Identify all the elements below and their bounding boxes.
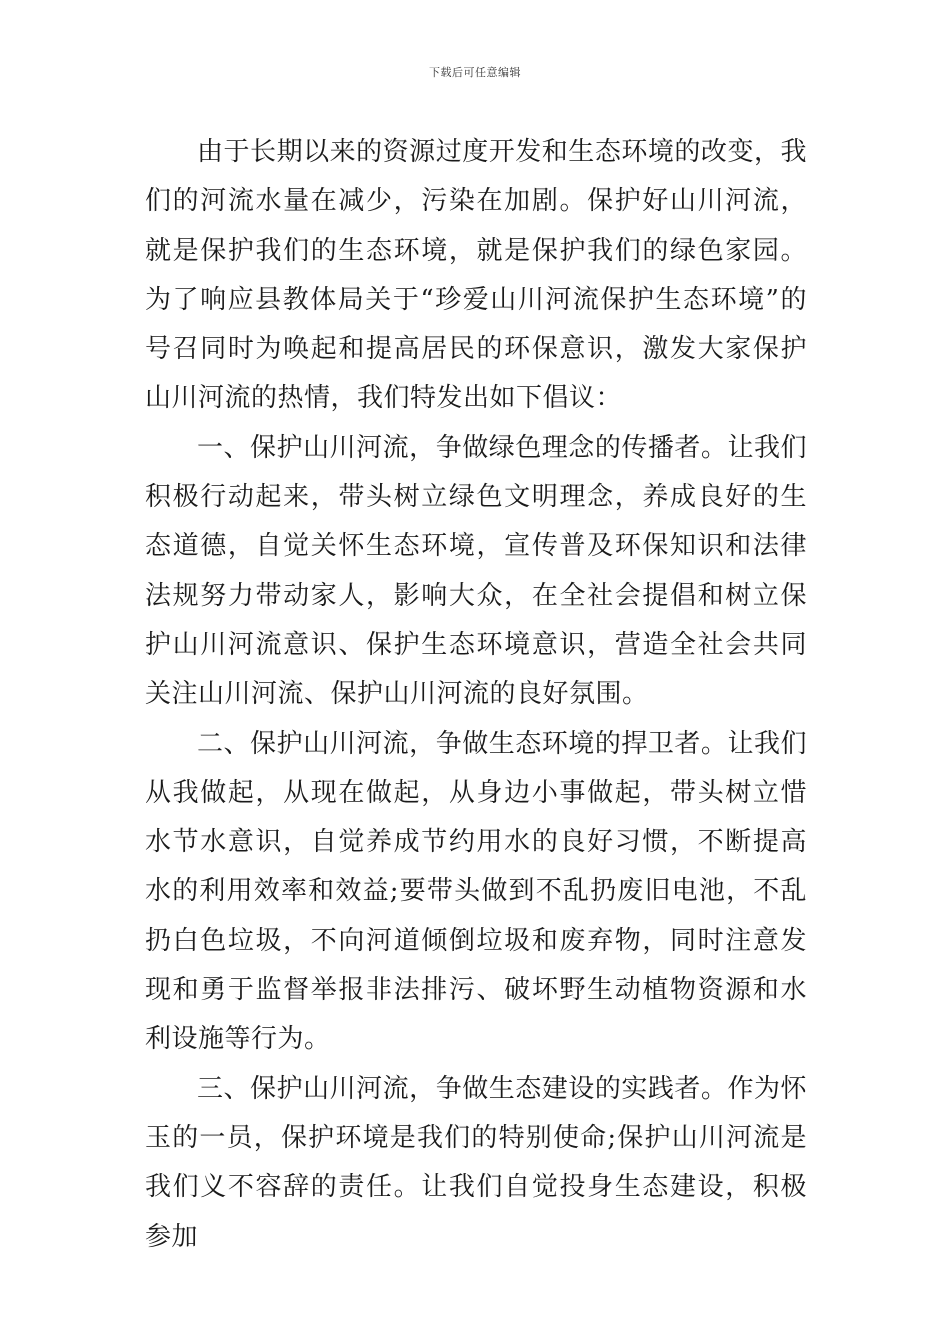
header-note: 下载后可任意编辑 [429, 66, 521, 79]
paragraph-proposal-1: 一、保护山川河流，争做绿色理念的传播者。让我们积极行动起来，带头树立绿色文明理念，养成良好的生态道德，自觉关怀生态环境，宣传普及环保知识和法律法规努力带动家人，影响大众，在全社会提倡和树立保护山川河流意识、保护生态环境意识，营造全社会共同关注山川河流、保护山川河流的良好氛围。 [145, 432, 807, 710]
document-body [145, 128, 807, 1262]
paragraph-proposal-2: 二、保护山川河流，争做生态环境的捍卫者。让我们从我做起，从现在做起，从身边小事做起，带头树立惜水节水意识，自觉养成节约用水的良好习惯，不断提高水的利用效率和效益;要带头做到不乱扔废旧电池，不乱扔白色垃圾，不向河道倾倒垃圾和废弃物，同时注意发现和勇于监督举报非法排污、破坏野生动植物资源和水利设施等行为。 [145, 728, 807, 1055]
paragraph-proposal-3: 三、保护山川河流，争做生态建设的实践者。作为怀玉的一员，保护环境是我们的特别使命;保护山川河流是我们义不容辞的责任。让我们自觉投身生态建设，积极参加 [145, 1073, 807, 1252]
paragraph-intro: 由于长期以来的资源过度开发和生态环境的改变，我们的河流水量在减少，污染在加剧。保护好山川河流，就是保护我们的生态环境，就是保护我们的绿色家园。为了响应县教体局关于“珍爱山川河流保护生态环境”的号召同时为唤起和提高居民的环保意识，激发大家保护山川河流的热情，我们特发出如下倡议： [145, 137, 807, 414]
